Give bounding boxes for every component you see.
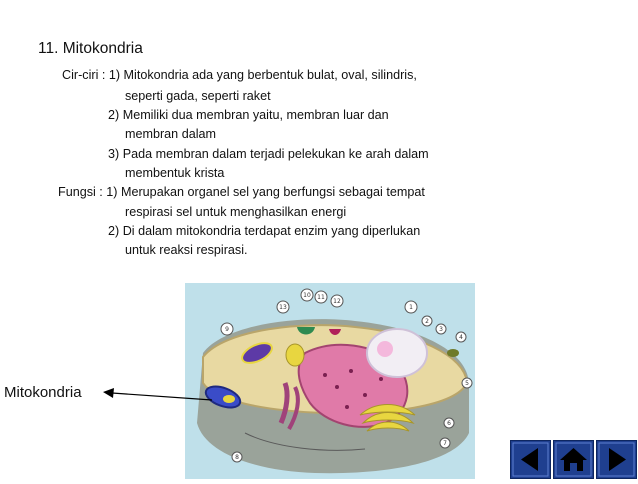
slide-title: 11. Mitokondria	[38, 40, 143, 57]
text-line-8: respirasi sel untuk menghasilkan energi	[125, 205, 347, 219]
next-slide-button[interactable]	[596, 440, 637, 479]
svg-text:10: 10	[303, 292, 311, 299]
svg-text:11: 11	[317, 294, 325, 301]
text-line-1: Cir-ciri : 1) Mitokondria ada yang berbentuk bulat, oval, silindris,	[62, 68, 417, 82]
text-line-4: membran dalam	[125, 127, 216, 141]
svg-text:12: 12	[333, 298, 341, 305]
svg-text:5: 5	[465, 380, 469, 387]
svg-text:4: 4	[459, 334, 463, 341]
svg-text:7: 7	[443, 440, 447, 447]
svg-text:3: 3	[439, 326, 443, 333]
text-line-2: seperti gada, seperti raket	[125, 89, 271, 103]
triangle-left-icon	[510, 440, 551, 479]
text-line-10: untuk reaksi respirasi.	[125, 243, 248, 257]
text-line-5: 3) Pada membran dalam terjadi pelekukan ke arah dalam	[108, 147, 429, 161]
svg-text:8: 8	[235, 454, 239, 461]
svg-text:2: 2	[425, 318, 429, 325]
svg-text:6: 6	[447, 420, 451, 427]
text-line-7: Fungsi : 1) Merupakan organel sel yang berfungsi sebagai tempat	[58, 185, 425, 199]
prev-slide-button[interactable]	[510, 440, 551, 479]
home-button[interactable]	[553, 440, 594, 479]
svg-text:13: 13	[279, 304, 287, 311]
text-line-6: membentuk krista	[125, 166, 225, 180]
svg-text:1: 1	[409, 304, 413, 311]
home-icon	[553, 440, 594, 479]
svg-text:9: 9	[225, 326, 229, 333]
text-line-9: 2) Di dalam mitokondria terdapat enzim yang diperlukan	[108, 224, 421, 238]
mitochondria-callout-label: Mitokondria	[4, 384, 82, 401]
text-line-3: 2) Memiliki dua membran yaitu, membran luar dan	[108, 108, 389, 122]
triangle-right-icon	[596, 440, 637, 479]
